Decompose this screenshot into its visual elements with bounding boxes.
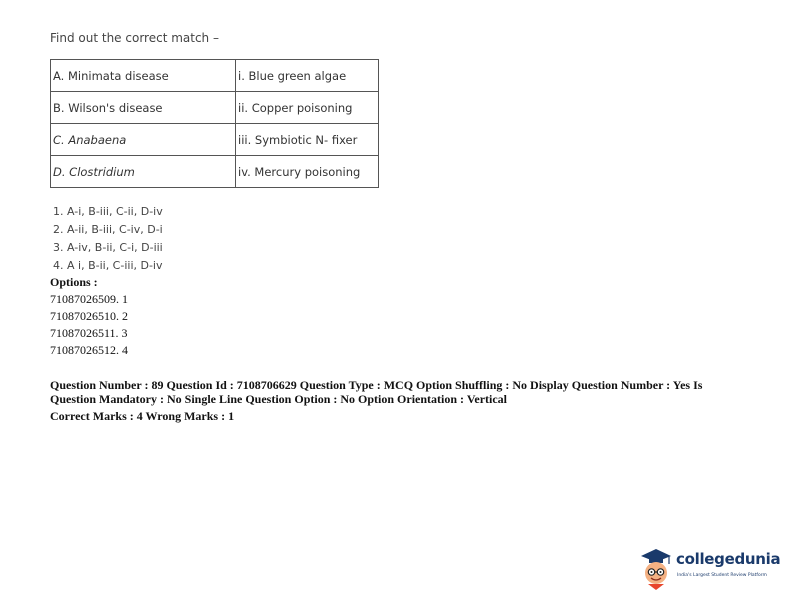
- match-right-cell: iii. Symbiotic N- fixer: [236, 124, 379, 156]
- match-row: [51, 124, 379, 156]
- match-table: [50, 59, 379, 188]
- option-item: 71087026510. 2: [50, 309, 128, 323]
- match-right-cell: iv. Mercury poisoning: [236, 156, 379, 188]
- match-left-cell: A. Minimata disease: [51, 60, 236, 92]
- option-item: 71087026512. 4: [50, 343, 128, 357]
- option-item: 71087026511. 3: [50, 326, 128, 340]
- logo-tagline: India's Largest Student Review Platform: [677, 573, 767, 578]
- logo-wordmark: collegedunia: [676, 550, 781, 568]
- match-right-cell: ii. Copper poisoning: [236, 92, 379, 124]
- choice-item: 3. A-iv, B-ii, C-i, D-iii: [53, 241, 163, 254]
- option-item: 71087026509. 1: [50, 292, 128, 306]
- choice-item: 2. A-ii, B-iii, C-iv, D-i: [53, 223, 163, 236]
- match-left-cell: C. Anabaena: [51, 124, 236, 156]
- match-row: [51, 92, 379, 124]
- mascot-icon: [638, 546, 674, 592]
- match-row: [51, 156, 379, 188]
- question-meta: [50, 378, 730, 423]
- match-row: [51, 60, 379, 92]
- choice-item: 1. A-i, B-iii, C-ii, D-iv: [53, 205, 163, 218]
- choice-item: 4. A i, B-ii, C-iii, D-iv: [53, 259, 163, 272]
- choices-list: [50, 203, 163, 275]
- question-text: Find out the correct match –: [50, 31, 219, 45]
- options-block: [50, 274, 128, 359]
- match-left-cell: D. Clostridium: [51, 156, 236, 188]
- options-header: Options :: [50, 275, 98, 289]
- collegedunia-logo: [638, 546, 781, 596]
- match-right-cell: i. Blue green algae: [236, 60, 379, 92]
- question-meta-line: Question Number : 89 Question Id : 7108706629 Question Type : MCQ Option Shuffling : No Display Question Number : Yes Is Question Mandatory : No Single Line Question Option : No Option Orientation : Vertical: [50, 378, 703, 406]
- match-left-cell: B. Wilson's disease: [51, 92, 236, 124]
- marks-line: Correct Marks : 4 Wrong Marks : 1: [50, 409, 235, 423]
